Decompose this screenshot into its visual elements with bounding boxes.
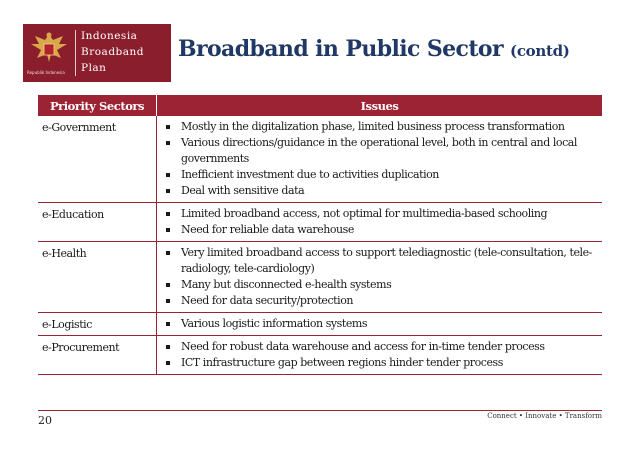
sector-cell: e-Education	[38, 203, 157, 242]
logo-divider	[75, 30, 76, 76]
table-row	[38, 116, 602, 203]
priority-sectors-table	[38, 95, 602, 375]
table-row	[38, 313, 602, 336]
header-priority-sectors: Priority Sectors	[38, 95, 157, 116]
issue-item: Limited broadband access, not optimal for multimedia-based schooling	[161, 206, 598, 222]
issues-list	[161, 337, 598, 373]
footer-divider	[38, 410, 602, 411]
logo-line-3: Plan	[81, 62, 107, 74]
issue-item: Inefficient investment due to activities duplication	[161, 167, 598, 183]
logo-subtitle: Republik Indonesia	[27, 70, 65, 75]
issues-cell	[157, 336, 603, 375]
issues-list	[161, 204, 598, 240]
issue-item: Deal with sensitive data	[161, 183, 598, 199]
issues-list	[161, 314, 598, 334]
page-number: 20	[38, 414, 52, 427]
sector-cell: e-Procurement	[38, 336, 157, 375]
issues-cell	[157, 313, 603, 336]
page-title	[178, 36, 638, 62]
issue-item: Various logistic information systems	[161, 316, 598, 332]
sector-cell: e-Logistic	[38, 313, 157, 336]
logo	[23, 24, 171, 82]
table-body	[38, 116, 602, 375]
issues-cell	[157, 203, 603, 242]
page-title-main: Broadband in Public Sector	[178, 36, 503, 62]
table-row	[38, 336, 602, 375]
issue-item: Mostly in the digitalization phase, limited business process transformation	[161, 119, 598, 135]
header-issues: Issues	[157, 95, 603, 116]
footer-tagline: Connect • Innovate • Transform	[487, 412, 602, 420]
issues-cell	[157, 242, 603, 313]
logo-wordmark	[81, 28, 144, 76]
issue-item: Need for data security/protection	[161, 293, 598, 309]
issues-list	[161, 117, 598, 201]
issue-item: Need for robust data warehouse and access for in-time tender process	[161, 339, 598, 355]
table-header-row	[38, 95, 602, 116]
logo-line-1: Indonesia	[81, 30, 138, 42]
issue-item: Various directions/guidance in the operational level, both in central and local governments	[161, 135, 598, 167]
page-title-suffix: (contd)	[510, 42, 570, 60]
table-row	[38, 242, 602, 313]
logo-line-2: Broadband	[81, 46, 145, 58]
sector-cell: e-Government	[38, 116, 157, 203]
sector-cell: e-Health	[38, 242, 157, 313]
issue-item: ICT infrastructure gap between regions hinder tender process	[161, 355, 598, 371]
table-row	[38, 203, 602, 242]
issue-item: Need for reliable data warehouse	[161, 222, 598, 238]
issues-cell	[157, 116, 603, 203]
issue-item: Very limited broadband access to support telediagnostic (tele-consultation, tele-radiology, tele-cardiology)	[161, 245, 598, 277]
issues-list	[161, 243, 598, 311]
issue-item: Many but disconnected e-health systems	[161, 277, 598, 293]
garuda-emblem-icon	[29, 30, 69, 66]
